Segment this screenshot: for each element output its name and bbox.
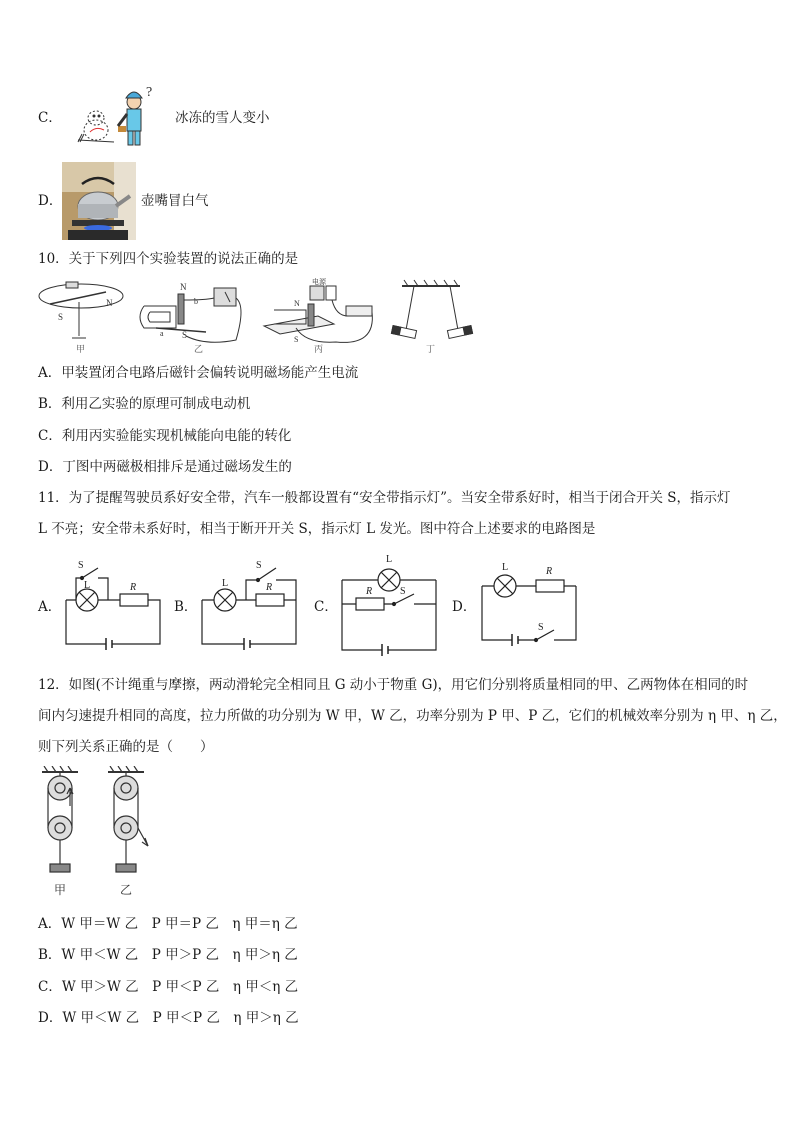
figure-bing — [264, 277, 372, 344]
option-d-letter: D． — [38, 193, 63, 209]
label-ding: 丁 — [426, 344, 436, 354]
svg-text:电源: 电源 — [312, 278, 326, 286]
q11-option-b-letter: B． — [174, 599, 198, 615]
label-bing: 丙 — [314, 344, 324, 354]
q12-stem-line2: 间内匀速提升相同的高度，拉力所做的功分别为 W 甲，W 乙，功率分别为 P 甲、P 乙，它们的机械效率分别为 η 甲、η 乙， — [38, 708, 787, 724]
label-jia: 甲 — [76, 344, 86, 354]
q10-figure — [36, 276, 476, 358]
q12-stem-line1: 12．如图(不计绳重与摩擦，两动滑轮完全相同且 G 动小于物重 G)，用它们分别将质量相同的甲、乙两物体在相同的时 — [38, 677, 749, 693]
svg-text:S: S — [182, 330, 188, 340]
svg-text:b: b — [194, 297, 198, 306]
q12-pulley-figure — [30, 766, 160, 902]
figure-ding — [391, 280, 472, 338]
q10-option-d: D．丁图中两磁极相排斥是通过磁场发生的 — [38, 459, 292, 475]
figure-yi — [140, 282, 241, 342]
label-yi: 乙 — [194, 344, 204, 354]
circuit-c — [338, 550, 442, 660]
q10-option-a: A．甲装置闭合电路后磁针会偏转说明磁场能产生电流 — [38, 365, 359, 381]
q10-option-b: B．利用乙实验的原理可制成电动机 — [38, 396, 251, 412]
option-d-text: 壶嘴冒白气 — [141, 193, 209, 209]
svg-text:R: R — [546, 566, 553, 577]
kettle-photo — [62, 162, 136, 240]
q12-option-d: D．W 甲＜W 乙 P 甲＜P 乙 η 甲＞η 乙 — [38, 1010, 299, 1026]
svg-text:N: N — [180, 282, 187, 292]
circuit-b — [198, 556, 302, 652]
svg-text:S: S — [256, 560, 262, 571]
q11-option-d-letter: D． — [452, 599, 477, 615]
svg-text:S: S — [538, 622, 544, 633]
svg-text:R: R — [366, 586, 373, 597]
circuit-a — [62, 556, 166, 652]
svg-text:L: L — [502, 562, 509, 573]
q10-option-c: C．利用丙实验能实现机械能向电能的转化 — [38, 428, 292, 444]
q11-option-a-letter: A． — [38, 599, 62, 615]
svg-text:S: S — [294, 335, 299, 344]
svg-text:L: L — [84, 580, 91, 591]
q12-stem-line3: 则下列关系正确的是（ ） — [38, 739, 214, 755]
q11-option-c-letter: C． — [314, 599, 338, 615]
svg-text:N: N — [294, 299, 300, 308]
circuit-d — [478, 556, 582, 652]
svg-text:N: N — [106, 298, 113, 308]
q12-option-a: A．W 甲＝W 乙 P 甲＝P 乙 η 甲＝η 乙 — [38, 916, 298, 932]
svg-text:?: ? — [146, 85, 153, 100]
svg-text:a: a — [160, 329, 164, 338]
snowman-illustration — [74, 80, 170, 152]
pulley-label-jia: 甲 — [54, 883, 67, 897]
q12-option-b: B．W 甲＜W 乙 P 甲＞P 乙 η 甲＞η 乙 — [38, 947, 298, 963]
svg-text:L: L — [222, 578, 229, 589]
option-c-text: 冰冻的雪人变小 — [175, 110, 270, 126]
q12-option-c: C．W 甲＞W 乙 P 甲＜P 乙 η 甲＜η 乙 — [38, 979, 299, 995]
figure-jia — [39, 282, 123, 338]
svg-text:R: R — [266, 582, 273, 593]
svg-text:S: S — [58, 312, 64, 322]
svg-text:R: R — [130, 582, 137, 593]
svg-text:S: S — [78, 560, 84, 571]
q11-stem-line2: L 不亮；安全带未系好时，相当于断开开关 S，指示灯 L 发光。图中符合上述要求的电路图是 — [38, 521, 596, 537]
option-c-letter: C． — [38, 110, 62, 126]
svg-text:L: L — [386, 554, 393, 565]
q11-stem-line1: 11．为了提醒驾驶员系好安全带，汽车一般都设置有“安全带指示灯”。当安全带系好时，相当于闭合开关 S，指示灯 — [38, 490, 731, 506]
pulley-label-yi: 乙 — [120, 883, 133, 897]
q10-stem: 10．关于下列四个实验装置的说法正确的是 — [38, 251, 299, 267]
svg-text:S: S — [400, 586, 406, 597]
